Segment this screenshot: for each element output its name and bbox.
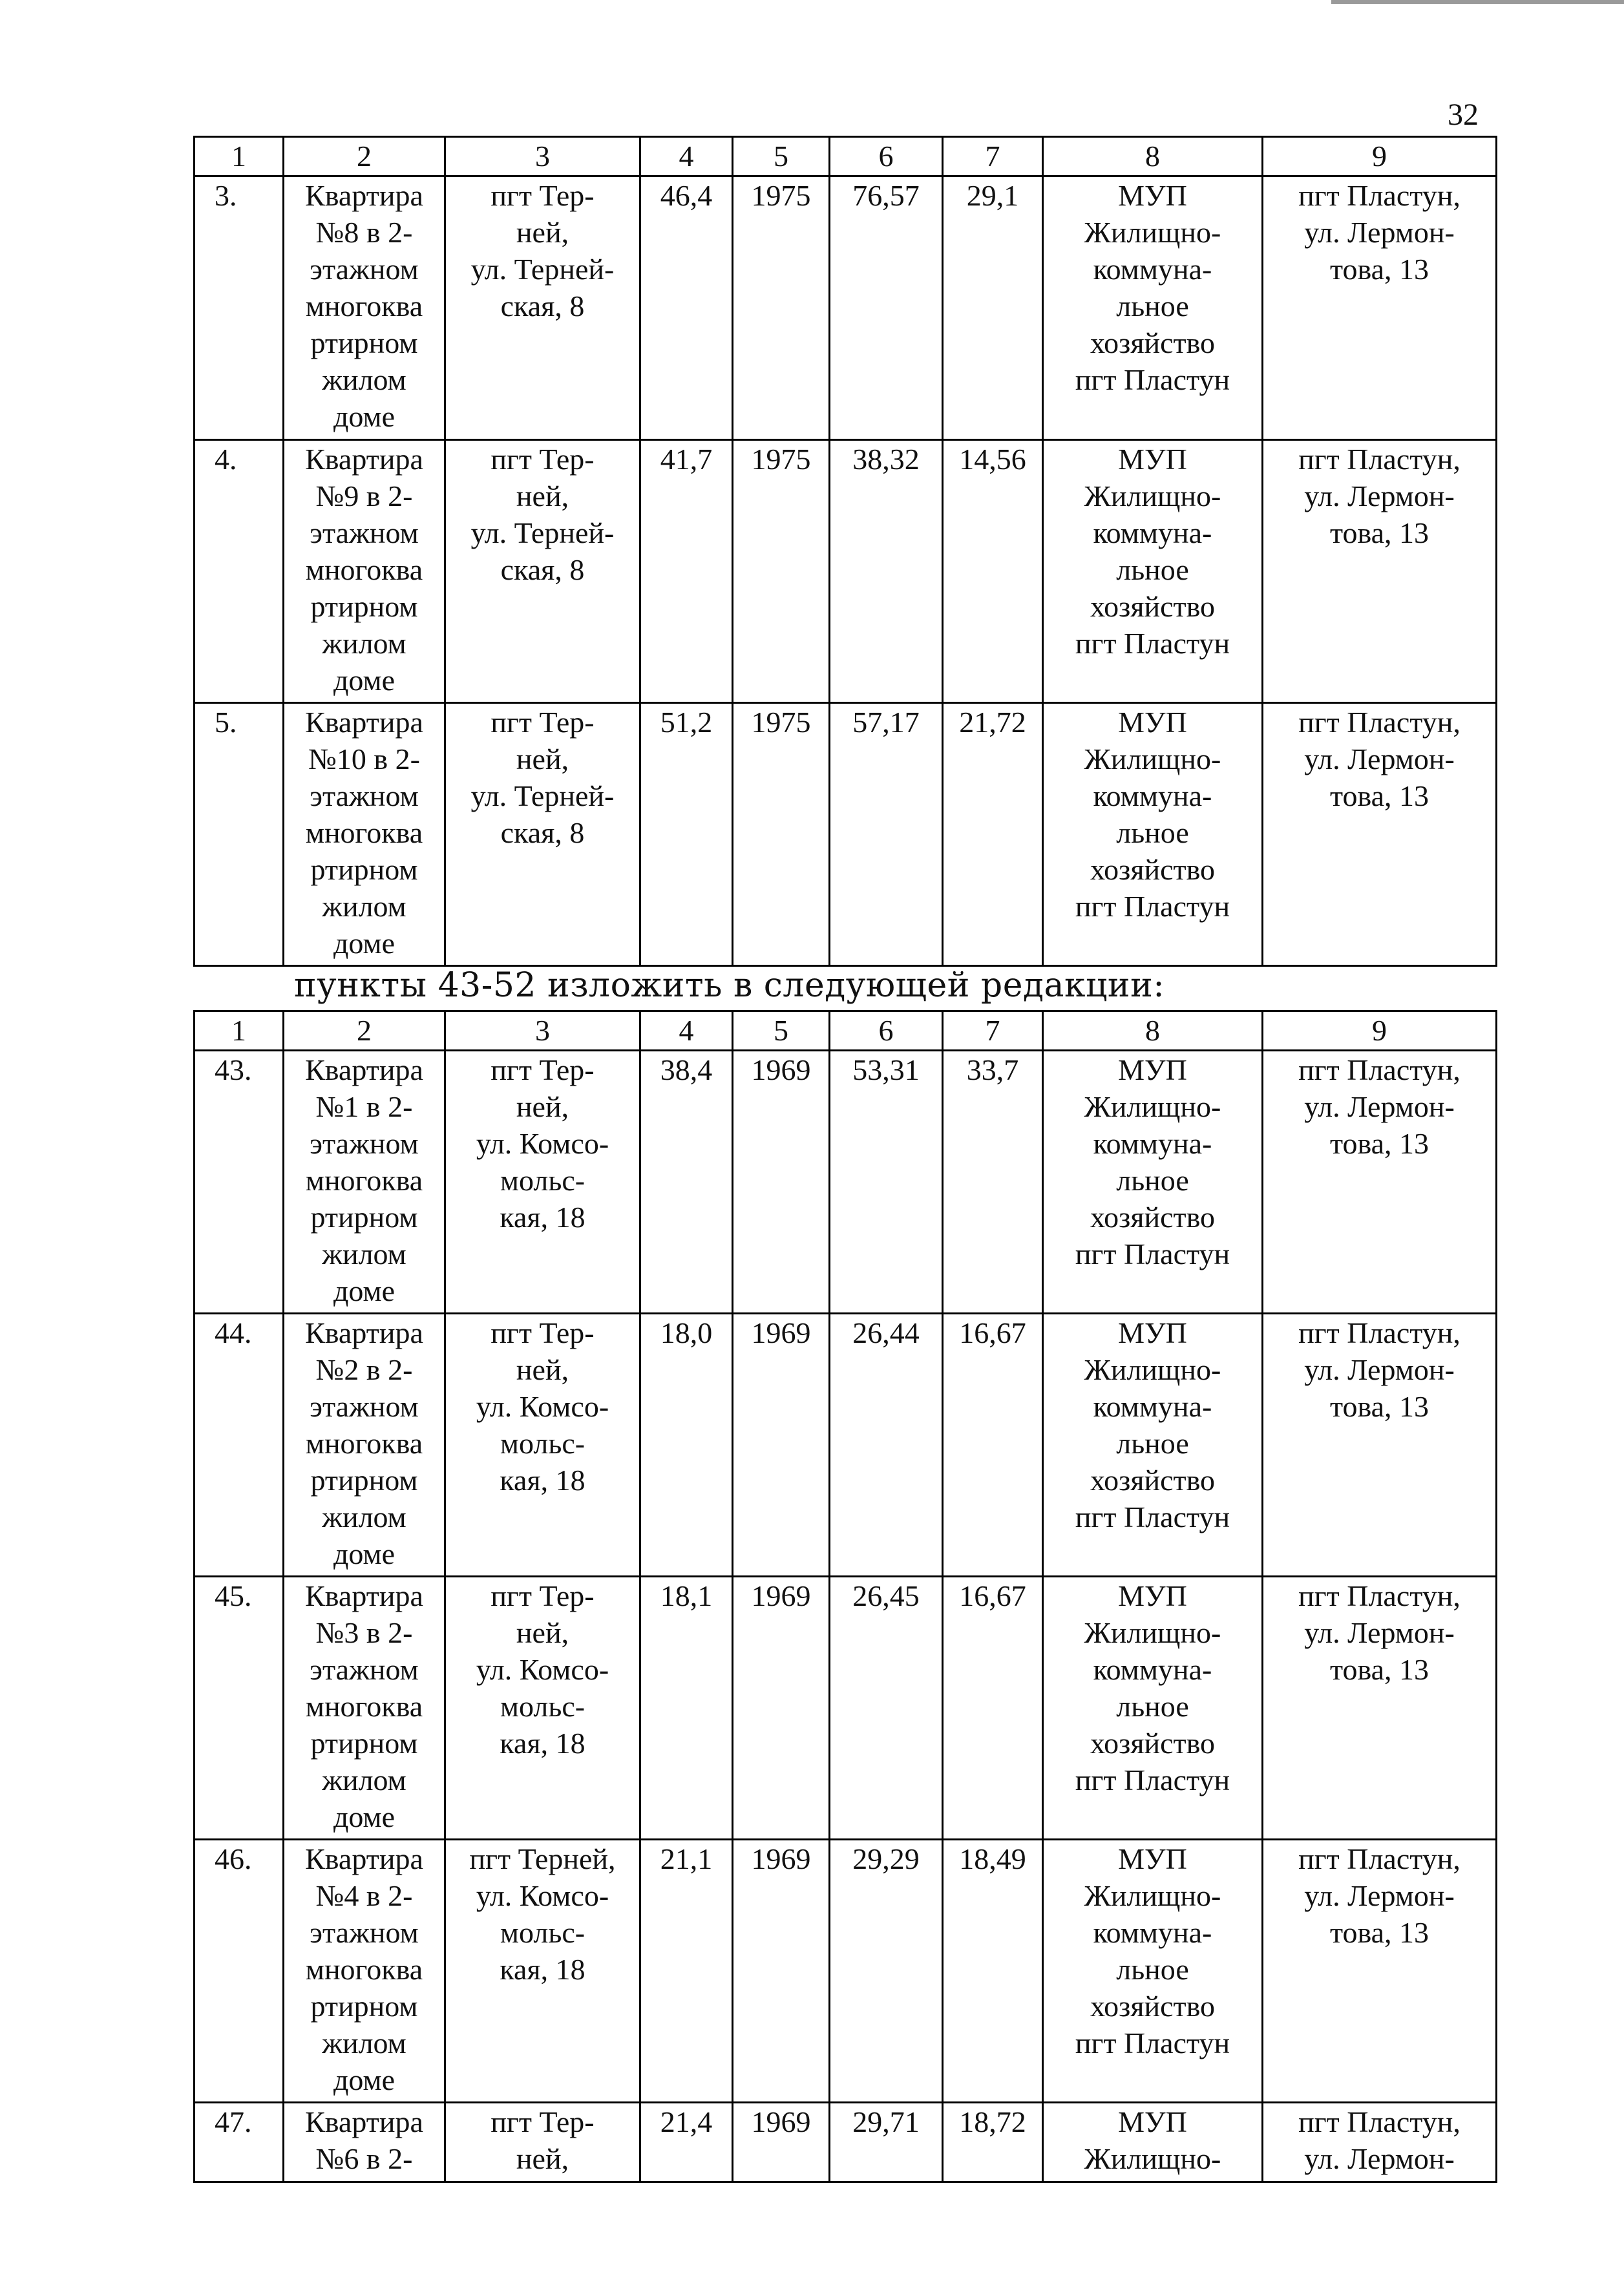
header-cell: 5 [733,1011,830,1051]
column-7-value: 18,49 [943,1840,1043,2103]
property-name: Квартира №8 в 2- этажном многоква ртирном жилом доме [284,176,445,440]
owner-name: МУП Жилищно- коммуна- льное хозяйство пгт Пластун [1043,176,1263,440]
row-number: 47. [195,2103,284,2182]
year-value: 1975 [733,176,830,440]
owner-name: МУП Жилищно- коммуна- льное хозяйство пгт Пластун [1043,1577,1263,1840]
registry-table-1 [193,136,1497,967]
owner-address: пгт Пластун, ул. Лермон- това, 13 [1263,1840,1497,2103]
column-7-value: 16,67 [943,1314,1043,1577]
header-cell: 9 [1263,137,1497,176]
property-name: Квартира №10 в 2- этажном многоква ртирном жилом доме [284,703,445,966]
column-6-value: 53,31 [830,1051,943,1314]
year-value: 1969 [733,1314,830,1577]
property-name: Квартира №1 в 2- этажном многоква ртирном жилом доме [284,1051,445,1314]
column-6-value: 26,45 [830,1577,943,1840]
property-name: Квартира №6 в 2- [284,2103,445,2182]
table-row [195,1577,1497,1840]
header-cell: 7 [943,137,1043,176]
column-6-value: 29,71 [830,2103,943,2182]
row-number: 43. [195,1051,284,1314]
header-cell: 4 [640,137,733,176]
table-row [195,1051,1497,1314]
header-cell: 6 [830,137,943,176]
column-6-value: 26,44 [830,1314,943,1577]
property-address: пгт Тер- ней, ул. Комсо- мольс- кая, 18 [445,1577,640,1840]
header-cell: 7 [943,1011,1043,1051]
owner-name: МУП Жилищно- коммуна- льное хозяйство пгт Пластун [1043,1840,1263,2103]
amendment-text: пункты 43-52 изложить в следующей редакции: [294,966,1165,1005]
owner-name: МУП Жилищно- коммуна- льное хозяйство пгт Пластун [1043,703,1263,966]
table-row [195,2103,1497,2182]
year-value: 1975 [733,703,830,966]
row-number: 3. [195,176,284,440]
header-cell: 1 [195,1011,284,1051]
property-name: Квартира №9 в 2- этажном многоква ртирном жилом доме [284,440,445,703]
header-cell: 3 [445,1011,640,1051]
owner-address: пгт Пластун, ул. Лермон- това, 13 [1263,703,1497,966]
row-number: 46. [195,1840,284,2103]
property-address: пгт Тер- ней, ул. Терней- ская, 8 [445,176,640,440]
header-cell: 3 [445,137,640,176]
property-name: Квартира №3 в 2- этажном многоква ртирном жилом доме [284,1577,445,1840]
row-number: 4. [195,440,284,703]
year-value: 1975 [733,440,830,703]
column-6-value: 38,32 [830,440,943,703]
header-cell: 2 [284,1011,445,1051]
table-row [195,176,1497,440]
column-7-value: 21,72 [943,703,1043,966]
table-row [195,1840,1497,2103]
header-cell: 2 [284,137,445,176]
property-name: Квартира №2 в 2- этажном многоква ртирном жилом доме [284,1314,445,1577]
property-address: пгт Тер- ней, ул. Терней- ская, 8 [445,440,640,703]
column-6-value: 57,17 [830,703,943,966]
area-value: 18,0 [640,1314,733,1577]
header-cell: 9 [1263,1011,1497,1051]
header-cell: 1 [195,137,284,176]
owner-address: пгт Пластун, ул. Лермон- това, 13 [1263,176,1497,440]
table-header-row [195,137,1497,176]
property-address: пгт Тер- ней, [445,2103,640,2182]
year-value: 1969 [733,1051,830,1314]
owner-name: МУП Жилищно- коммуна- льное хозяйство пгт Пластун [1043,1314,1263,1577]
owner-name: МУП Жилищно- [1043,2103,1263,2182]
header-cell: 4 [640,1011,733,1051]
owner-address: пгт Пластун, ул. Лермон- [1263,2103,1497,2182]
area-value: 18,1 [640,1577,733,1840]
page-number: 32 [1448,98,1479,132]
row-number: 44. [195,1314,284,1577]
area-value: 21,4 [640,2103,733,2182]
area-value: 51,2 [640,703,733,966]
column-7-value: 29,1 [943,176,1043,440]
property-address: пгт Тер- ней, ул. Комсо- мольс- кая, 18 [445,1314,640,1577]
header-cell: 8 [1043,137,1263,176]
year-value: 1969 [733,1840,830,2103]
column-6-value: 76,57 [830,176,943,440]
table-header-row [195,1011,1497,1051]
column-7-value: 14,56 [943,440,1043,703]
property-address: пгт Терней, ул. Комсо- мольс- кая, 18 [445,1840,640,2103]
owner-address: пгт Пластун, ул. Лермон- това, 13 [1263,1314,1497,1577]
owner-address: пгт Пластун, ул. Лермон- това, 13 [1263,1577,1497,1840]
registry-table-2 [193,1010,1497,2183]
header-cell: 5 [733,137,830,176]
year-value: 1969 [733,1577,830,1840]
property-address: пгт Тер- ней, ул. Терней- ская, 8 [445,703,640,966]
column-7-value: 16,67 [943,1577,1043,1840]
year-value: 1969 [733,2103,830,2182]
column-6-value: 29,29 [830,1840,943,2103]
table-row [195,703,1497,966]
header-cell: 6 [830,1011,943,1051]
property-address: пгт Тер- ней, ул. Комсо- мольс- кая, 18 [445,1051,640,1314]
table-row [195,440,1497,703]
area-value: 41,7 [640,440,733,703]
owner-name: МУП Жилищно- коммуна- льное хозяйство пгт Пластун [1043,440,1263,703]
table-row [195,1314,1497,1577]
property-name: Квартира №4 в 2- этажном многоква ртирном жилом доме [284,1840,445,2103]
scan-edge-line [1331,0,1624,4]
owner-address: пгт Пластун, ул. Лермон- това, 13 [1263,440,1497,703]
area-value: 38,4 [640,1051,733,1314]
owner-address: пгт Пластун, ул. Лермон- това, 13 [1263,1051,1497,1314]
area-value: 21,1 [640,1840,733,2103]
header-cell: 8 [1043,1011,1263,1051]
area-value: 46,4 [640,176,733,440]
column-7-value: 33,7 [943,1051,1043,1314]
column-7-value: 18,72 [943,2103,1043,2182]
row-number: 5. [195,703,284,966]
row-number: 45. [195,1577,284,1840]
owner-name: МУП Жилищно- коммуна- льное хозяйство пгт Пластун [1043,1051,1263,1314]
